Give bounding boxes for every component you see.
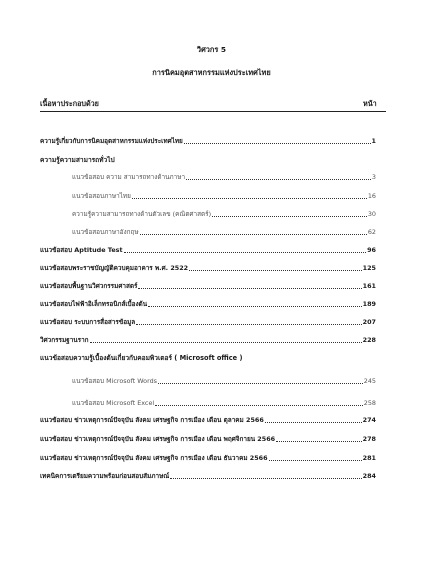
toc-entry-label: แนวข้อสอบ Aptitude Test [40, 246, 123, 254]
toc-entry-page: 274 [362, 416, 376, 424]
toc-entry [40, 246, 376, 255]
toc-entry-page: 96 [367, 246, 376, 254]
toc-entry [40, 264, 376, 273]
toc-entry [40, 137, 376, 146]
toc-entry-label: ความรู้ความสามารถทางด้านตัวเลข (คณิตศาสตร์) [72, 210, 212, 218]
toc-entry-label: แนวข้อสอบภาษาไทย [72, 192, 131, 200]
toc-entry-label: แนวข้อสอบ ข่าวเหตุการณ์ปัจจุบัน สังคม เศรษฐกิจ การเมือง เดือน ธันวาคม 2566 [40, 454, 268, 462]
toc-leader [186, 179, 371, 180]
toc-entry-label: แนวข้อสอบ ระบบการสื่อสารข้อมูล [40, 318, 136, 326]
toc-entry-label: แนวข้อสอบ ข่าวเหตุการณ์ปัจจุบัน สังคม เศรษฐกิจ การเมือง เดือน พฤศจิกายน 2566 [40, 435, 276, 443]
toc-leader [124, 252, 367, 253]
toc-entry-page: 228 [362, 336, 376, 344]
toc-entry-label: แนวข้อสอบพระราชบัญญัติควบคุมอาคาร พ.ศ. 2522 [40, 264, 189, 272]
toc-entry [40, 472, 376, 481]
toc-entry-page: 16 [367, 192, 376, 200]
toc-leader [136, 324, 361, 325]
toc-entry-page: 245 [363, 377, 376, 385]
toc-entry-label: วิศวกรรมฐานราก [40, 336, 89, 344]
toc-entry [40, 318, 376, 327]
toc-leader [155, 405, 363, 406]
toc-leader [90, 342, 362, 343]
toc-leader [212, 216, 367, 217]
toc-section-heading: ความรู้ความสามารถทั่วไป [40, 156, 115, 164]
toc-leader [276, 441, 362, 442]
document-title: วิศวกร 5 [196, 45, 227, 54]
toc-entry-label: แนวข้อสอบพื้นฐานวิศวกรรมศาสตร์ [40, 282, 138, 290]
toc-entry [40, 454, 376, 463]
toc-entry-page: 1 [371, 137, 376, 145]
toc-entry-page: 62 [367, 228, 376, 236]
toc-leader [184, 143, 371, 144]
toc-entry [72, 173, 376, 182]
toc-entry [72, 192, 376, 201]
toc-leader [158, 383, 363, 384]
toc-leader [132, 198, 367, 199]
toc-leader [138, 288, 361, 289]
toc-leader [148, 306, 362, 307]
toc-entry [40, 416, 376, 425]
toc-entry [72, 377, 376, 386]
toc-entry-label: แนวข้อสอบภาษาอังกฤษ [72, 228, 139, 236]
toc-entry-page: 281 [362, 454, 376, 462]
toc-entry [72, 210, 376, 219]
toc-entry-page: 3 [371, 173, 376, 181]
toc-leader [170, 478, 361, 479]
toc-entry [40, 336, 376, 345]
toc-entry-label: แนวข้อสอบ ข่าวเหตุการณ์ปัจจุบัน สังคม เศรษฐกิจ การเมือง เดือน ตุลาคม 2566 [40, 416, 264, 424]
contents-heading: เนื้อหาประกอบด้วย [40, 99, 99, 108]
toc-entry-label: แนวข้อสอบไฟฟ้าอิเล็กทรอนิกส์เบื้องต้น [40, 300, 148, 308]
toc-entry-label: ความรู้เกี่ยวกับการนิคมอุตสาหกรรมแห่งประเทศไทย [40, 137, 183, 145]
toc-leader [140, 234, 367, 235]
page-column-heading: หน้า [363, 99, 377, 108]
toc-entry-page: 30 [367, 210, 376, 218]
toc-entry-page: 207 [362, 318, 376, 326]
toc-entry-label: แนวข้อสอบ Microsoft Words [72, 377, 157, 385]
toc-entry-page: 161 [362, 282, 376, 290]
toc-entry-page: 278 [362, 435, 376, 443]
toc-entry-page: 189 [362, 300, 376, 308]
toc-entry-label: แนวข้อสอบ ความ สามารถทางด้านภาษา [72, 173, 186, 181]
toc-entry-page: 258 [363, 399, 376, 407]
toc-entry [40, 435, 376, 444]
toc-entry-label: แนวข้อสอบ Microsoft Excel [72, 399, 155, 407]
toc-entry-page: 125 [362, 264, 376, 272]
toc-entry-label: เทคนิคการเตรียมความพร้อมก่อนสอบสัมภาษณ์ [40, 472, 170, 480]
toc-entry [72, 228, 376, 237]
toc-leader [189, 270, 362, 271]
toc-leader [265, 422, 362, 423]
toc-entry-page: 284 [362, 472, 376, 480]
toc-section-heading: แนวข้อสอบความรู้เบื้องต้นเกี่ยวกับคอมพิวเตอร์ ( Microsoft office ) [40, 354, 243, 362]
toc-entry [40, 300, 376, 309]
toc-entry [40, 282, 376, 291]
toc-entry [72, 399, 376, 408]
document-subtitle: การนิคมอุตสาหกรรมแห่งประเทศไทย [152, 68, 271, 77]
toc-leader [269, 460, 362, 461]
